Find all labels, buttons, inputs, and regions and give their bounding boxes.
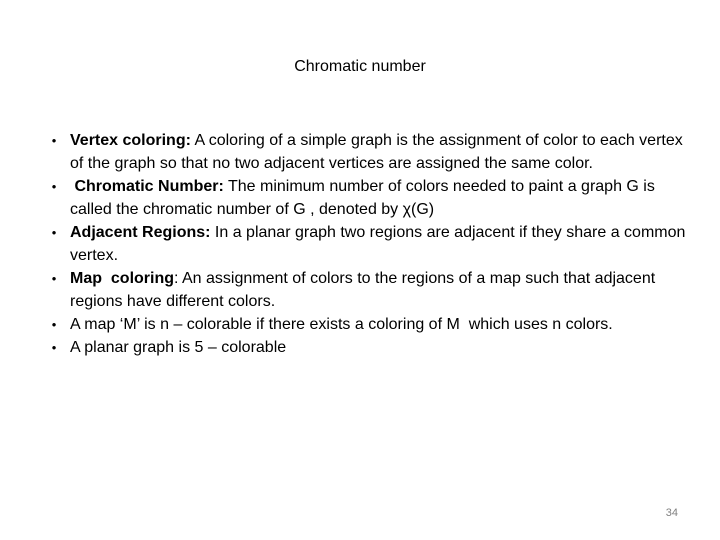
bullet-icon: • [51,317,57,332]
term-vertex-coloring: Vertex coloring: [70,132,191,149]
definition-vertex-coloring: A coloring of a simple graph is the assignment of color to each vertex of the graph so that no two adjacent vertices are assigned the same color. [70,132,683,172]
bullet-adjacent-regions [48,221,688,267]
bullet-icon: • [51,340,57,355]
bullet-map-coloring [48,267,688,313]
term-adjacent-regions: Adjacent Regions: [70,224,211,241]
bullet-five-colorable [48,336,688,359]
bullet-chromatic-number [48,175,688,221]
bullet-icon: • [51,133,57,148]
definition-adjacent-regions: In a planar graph two regions are adjacent if they share a common vertex. [70,224,686,264]
bullet-vertex-coloring [48,129,688,175]
definition-chromatic-number: The minimum number of colors needed to paint a graph G is called the chromatic number of G , denoted by χ(G) [70,178,655,218]
slide-title: Chromatic number [294,58,426,75]
bullet-n-colorable [48,313,688,336]
bullet-icon: • [51,179,57,194]
definition-map-coloring: : An assignment of colors to the regions of a map such that adjacent regions have different colors. [70,270,656,310]
bullet-list [48,129,688,359]
term-map-coloring: Map coloring [70,270,174,287]
statement-n-colorable: A map ‘M’ is n – colorable if there exists a coloring of M which uses n colors. [70,316,613,333]
page-number: 34 [665,507,678,519]
bullet-icon: • [51,225,57,240]
term-chromatic-number: Chromatic Number: [74,178,224,195]
bullet-icon: • [51,271,57,286]
statement-five-colorable: A planar graph is 5 – colorable [70,339,287,356]
